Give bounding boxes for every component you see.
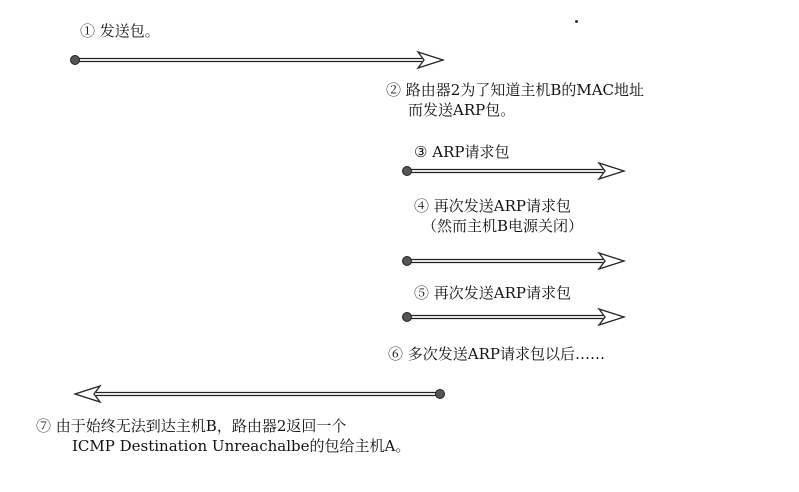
- step7-text-line1: 由于始终无法到达主机B，路由器2返回一个: [55, 417, 347, 435]
- arrow-step3-arp: [403, 163, 625, 179]
- step4-text-line2: （然而主机B电源关闭）: [422, 217, 584, 235]
- step7-number: ⑦: [36, 417, 52, 435]
- step6-text: 多次发送ARP请求包以后……: [407, 345, 606, 363]
- arrow-step1-send: [71, 52, 444, 68]
- step2-text-line1: 路由器2为了知道主机B的MAC地址: [405, 81, 645, 99]
- arrow-step4-arp-retry: [403, 253, 625, 269]
- step2-text-line2: 而发送ARP包。: [408, 101, 516, 119]
- step4-number: ④: [414, 197, 430, 215]
- step1-number: ①: [80, 22, 96, 40]
- arrow-step7-icmp-return: [75, 386, 445, 402]
- step6-number: ⑥: [388, 345, 404, 363]
- arrow-step5-arp-retry: [403, 309, 625, 325]
- step1-text: 发送包。: [99, 22, 160, 40]
- step5-text: 再次发送ARP请求包: [433, 284, 572, 302]
- step3-text: ARP请求包: [432, 143, 510, 161]
- step5-number: ⑤: [414, 284, 430, 302]
- step3-number: ③: [414, 143, 428, 161]
- step4-text-line1: 再次发送ARP请求包: [433, 197, 572, 215]
- step7-text-line2: ICMP Destination Unreachalbe的包给主机A。: [72, 437, 411, 455]
- stray-dot-mark: [575, 20, 578, 23]
- step2-number: ②: [386, 81, 402, 99]
